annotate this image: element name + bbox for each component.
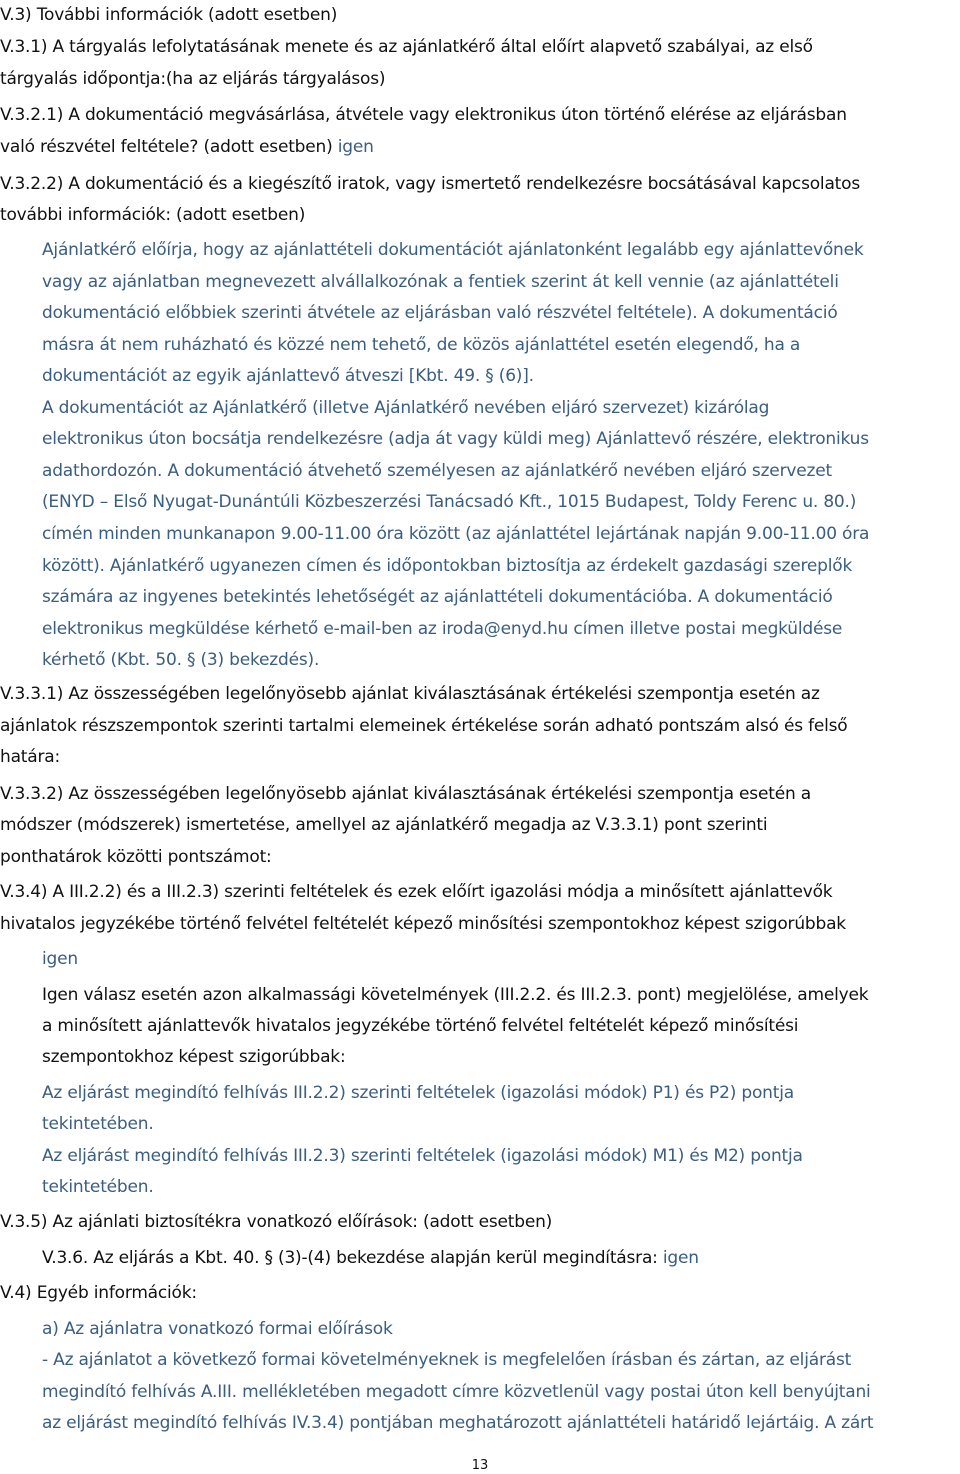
- highlighted-text: - Az ajánlatot a következő formai követelményeknek is megfelelően írásban és zártan, az eljárást: [42, 1350, 852, 1370]
- text-line: [42, 983, 868, 1007]
- highlighted-text: igen: [662, 1248, 699, 1268]
- text-line: [0, 135, 374, 159]
- text-segment: határa:: [0, 747, 61, 767]
- text-line: [42, 270, 839, 294]
- text-segment: V.3.4) A III.2.2) és a III.2.3) szerinti feltételek és ezek előírt igazolási módja a minősített ajánlattevők: [0, 882, 833, 902]
- text-line: [42, 1317, 393, 1341]
- highlighted-text: címén minden munkanapon 9.00-11.00 óra között (az ajánlattétel lejártának napján 9.00-11.00 óra: [42, 524, 870, 544]
- text-line: [42, 333, 800, 357]
- text-segment: V.3.5) Az ajánlati biztosítékra vonatkozó előírások: (adott esetben): [0, 1212, 553, 1232]
- text-segment: V.3.1) A tárgyalás lefolytatásának menete és az ajánlatkérő által előírt alapvető szabályai, az első: [0, 37, 813, 57]
- text-segment: V.3.2.2) A dokumentáció és a kiegészítő iratok, vagy ismertető rendelkezésre bocsátásával kapcsolatos: [0, 174, 860, 194]
- text-line: [42, 1144, 803, 1168]
- text-segment: V.3.2.1) A dokumentáció megvásárlása, átvétele vagy elektronikus úton történő elérése az eljárásban: [0, 105, 847, 125]
- text-line: [0, 745, 60, 769]
- highlighted-text: dokumentációt az egyik ajánlattevő átveszi [Kbt. 49. § (6)].: [42, 366, 534, 386]
- text-line: [42, 1045, 345, 1069]
- text-line: [42, 617, 842, 641]
- text-segment: V.4) Egyéb információk:: [0, 1283, 197, 1303]
- text-line: [42, 522, 869, 546]
- text-line: [0, 35, 813, 59]
- text-segment: V.3.3.1) Az összességében legelőnyösebb ajánlat kiválasztásának értékelési szempontja esetén az: [0, 684, 820, 704]
- highlighted-text: igen: [337, 137, 374, 157]
- highlighted-text: tekintetében.: [42, 1114, 154, 1134]
- text-line: [0, 813, 767, 837]
- highlighted-text: az eljárást megindító felhívás IV.3.4) pontjában meghatározott ajánlattételi határidő lejártáig. A zárt: [42, 1413, 874, 1433]
- text-line: [42, 947, 78, 971]
- highlighted-text: Ajánlatkérő előírja, hogy az ajánlattételi dokumentációt ajánlatonként legalább egy ajánlattevőnek: [42, 240, 864, 260]
- highlighted-text: Az eljárást megindító felhívás III.2.2) szerinti feltételek (igazolási módok) P1) és P2) pontja: [42, 1083, 794, 1103]
- text-line: [0, 880, 832, 904]
- text-line: [42, 238, 864, 262]
- text-segment: V.3.3.2) Az összességében legelőnyösebb ajánlat kiválasztásának értékelési szempontja esetén a: [0, 784, 811, 804]
- highlighted-text: adathordozón. A dokumentáció átvehető személyesen az ajánlatkérő nevében eljáró szervezet: [42, 461, 832, 481]
- text-segment: ponthatárok közötti pontszámot:: [0, 847, 272, 867]
- highlighted-text: vagy az ajánlatban megnevezett alvállalkozónak a fentiek szerint át kell vennie (az ajánlattételi: [42, 272, 839, 292]
- text-line: [42, 301, 838, 325]
- text-line: [42, 427, 869, 451]
- highlighted-text: között). Ajánlatkérő ugyanezen címen és időpontokban biztosítja az érdekelt gazdasági szereplők: [42, 556, 853, 576]
- text-line: [42, 585, 833, 609]
- text-line: [42, 364, 534, 388]
- text-segment: tárgyalás időpontja:(ha az eljárás tárgyalásos): [0, 69, 386, 89]
- highlighted-text: dokumentáció előbbiek szerinti átvétele az eljárásban való részvétel feltétele). A dokumentáció: [42, 303, 838, 323]
- highlighted-text: másra át nem ruházható és közzé nem tehető, de közös ajánlattétel esetén elegendő, ha a: [42, 335, 801, 355]
- highlighted-text: (ENYD – Első Nyugat-Dunántúli Közbeszerzési Tanácsadó Kft., 1015 Budapest, Toldy Ferenc u. 80.): [42, 492, 857, 512]
- text-line: [42, 1380, 871, 1404]
- text-line: [0, 845, 272, 869]
- text-line: [42, 1175, 154, 1199]
- text-line: [42, 1014, 798, 1038]
- text-segment: Igen válasz esetén azon alkalmassági követelmények (III.2.2. és III.2.3. pont) megjelölése, amelyek: [42, 985, 869, 1005]
- text-line: [0, 912, 846, 936]
- highlighted-text: Az eljárást megindító felhívás III.2.3) szerinti feltételek (igazolási módok) M1) és M2) pontja: [42, 1146, 803, 1166]
- text-line: [42, 1348, 851, 1372]
- highlighted-text: számára az ingyenes betekintés lehetőségét az ajánlattételi dokumentációba. A dokumentáció: [42, 587, 833, 607]
- text-segment: ajánlatok részszempontok szerinti tartalmi elemeinek értékelése során adható pontszám alsó és felső: [0, 716, 848, 736]
- highlighted-text: megindító felhívás A.III. mellékletében megadott címre közvetlenül vagy postai úton kell benyújtani: [42, 1382, 871, 1402]
- text-line: [42, 1112, 154, 1136]
- highlighted-text: a) Az ajánlatra vonatkozó formai előírások: [42, 1319, 393, 1339]
- highlighted-text: tekintetében.: [42, 1177, 154, 1197]
- text-line: [42, 554, 852, 578]
- text-segment: való részvétel feltétele? (adott esetben): [0, 137, 338, 157]
- highlighted-text: igen: [42, 949, 78, 969]
- text-line: [0, 782, 811, 806]
- text-segment: a minősített ajánlattevők hivatalos jegyzékébe történő felvétel feltételét képező minősítési: [42, 1016, 799, 1036]
- text-line: [42, 1411, 873, 1435]
- text-line: [0, 1281, 197, 1305]
- text-line: [42, 396, 769, 420]
- text-line: [0, 103, 847, 127]
- highlighted-text: elektronikus megküldése kérhető e-mail-ben az iroda@enyd.hu címen illetve postai megküldése: [42, 619, 843, 639]
- text-line: [0, 714, 848, 738]
- text-line: [42, 648, 319, 672]
- text-line: [0, 682, 820, 706]
- text-line: [0, 172, 860, 196]
- text-segment: szempontokhoz képest szigorúbbak:: [42, 1047, 346, 1067]
- text-line: [0, 203, 305, 227]
- text-line: [42, 459, 832, 483]
- text-line: [0, 3, 337, 27]
- text-segment: V.3.6. Az eljárás a Kbt. 40. § (3)-(4) bekezdése alapján kerül megindításra:: [42, 1248, 663, 1268]
- text-line: [42, 1081, 794, 1105]
- text-segment: további információk: (adott esetben): [0, 205, 306, 225]
- highlighted-text: A dokumentációt az Ajánlatkérő (illetve Ajánlatkérő nevében eljáró szervezet) kizárólag: [42, 398, 770, 418]
- highlighted-text: elektronikus úton bocsátja rendelkezésre (adja át vagy küldi meg) Ajánlattevő részére, elektronikus: [42, 429, 869, 449]
- text-segment: hivatalos jegyzékébe történő felvétel feltételét képező minősítési szempontokhoz képest szigorúbbak: [0, 914, 846, 934]
- text-line: [0, 67, 385, 91]
- text-segment: módszer (módszerek) ismertetése, amellyel az ajánlatkérő megadja az V.3.3.1) pont szerinti: [0, 815, 768, 835]
- text-line: [0, 1210, 552, 1234]
- page-number: 13: [471, 1458, 489, 1473]
- text-line: [42, 490, 856, 514]
- highlighted-text: kérhető (Kbt. 50. § (3) bekezdés).: [42, 650, 320, 670]
- text-segment: V.3) További információk (adott esetben): [0, 5, 338, 25]
- text-line: [42, 1246, 699, 1270]
